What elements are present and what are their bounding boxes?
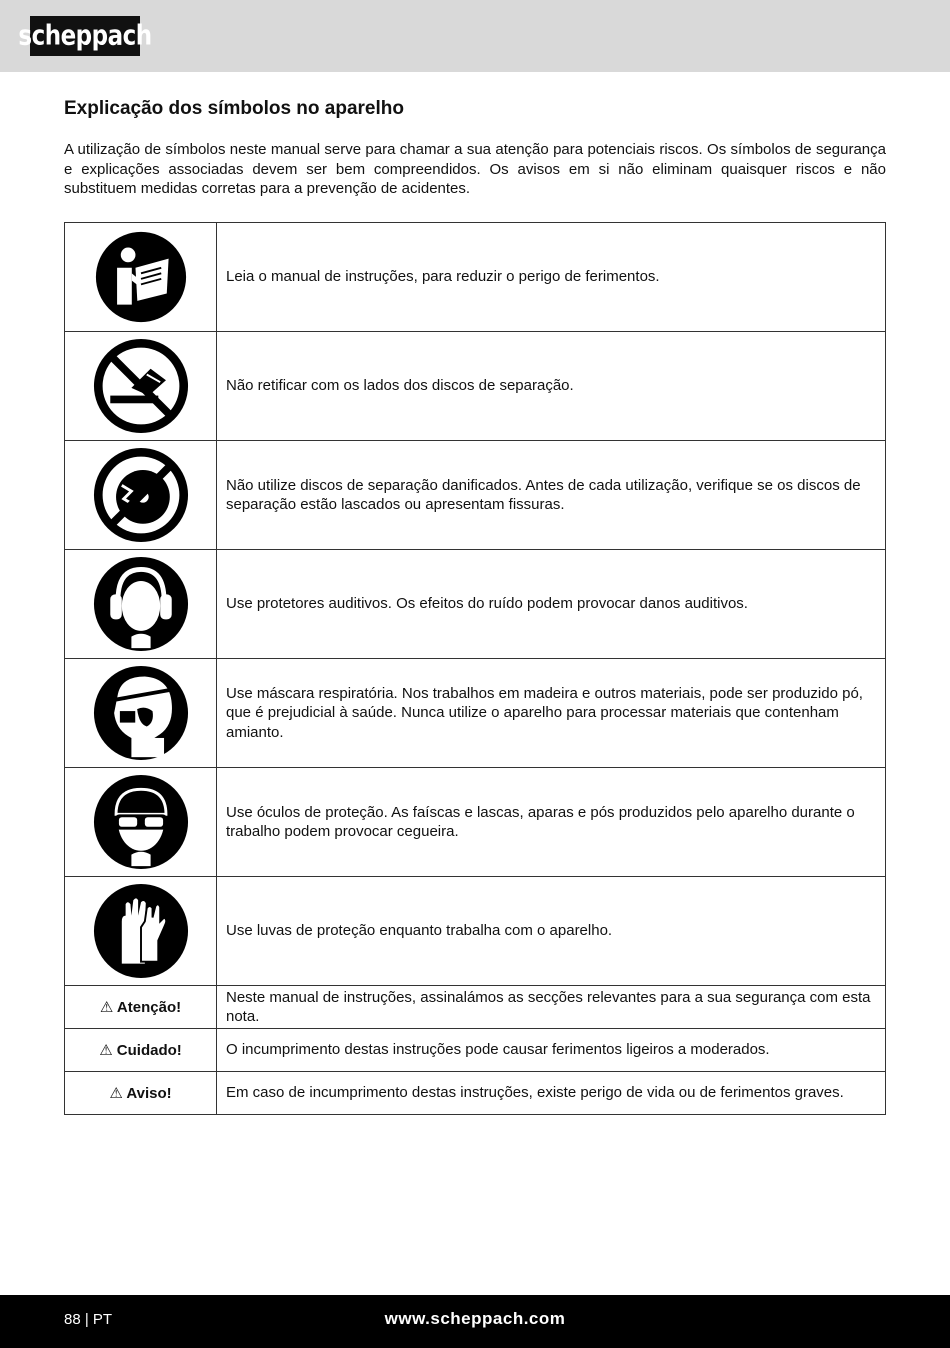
website-link[interactable]: www.scheppach.com: [384, 1309, 566, 1328]
table-row: [65, 1029, 886, 1072]
note-description: O incumprimento destas instruções pode causar ferimentos ligeiros a moderados.: [217, 1029, 886, 1072]
ear-protection-icon: [93, 556, 189, 652]
protective-gloves-icon: [93, 883, 189, 979]
icon-cell: [65, 550, 217, 659]
read-manual-icon: [95, 231, 187, 323]
icon-cell: [65, 877, 217, 986]
note-description: Neste manual de instruções, assinalámos as secções relevantes para a sua segurança com esta nota.: [217, 986, 886, 1029]
no-damaged-disc-icon: [93, 447, 189, 543]
table-row: [65, 986, 886, 1029]
table-row: [65, 332, 886, 441]
header-bar: [0, 0, 950, 72]
no-side-grinding-icon: [93, 338, 189, 434]
icon-cell: [65, 768, 217, 877]
footer-bar: [0, 1295, 950, 1348]
icon-cell: [65, 659, 217, 768]
table-row: [65, 550, 886, 659]
warning-label: ⚠ Aviso!: [65, 1072, 217, 1115]
page-number: 88 | PT: [64, 1311, 113, 1328]
intro-paragraph: A utilização de símbolos neste manual serve para chamar a sua atenção para potenciais riscos. Os símbolos de segurança e explicações associadas devem ser bem compreendidos. Os avisos em si não eliminam quaisquer riscos e não substituem medidas corretas para a prevenção de acidentes.: [64, 141, 886, 197]
icon-cell: [65, 441, 217, 550]
symbol-description: Use protetores auditivos. Os efeitos do ruído podem provocar danos auditivos.: [217, 550, 886, 659]
table-row: [65, 877, 886, 986]
table-row: [65, 223, 886, 332]
symbol-description: Não utilize discos de separação danificados. Antes de cada utilização, verifique se os discos de separação estão lascados ou apresentam fissuras.: [217, 441, 886, 550]
symbol-description: Leia o manual de instruções, para reduzir o perigo de ferimentos.: [217, 223, 886, 332]
page-title: Explicação dos símbolos no aparelho: [64, 98, 404, 119]
symbol-description: Use óculos de proteção. As faíscas e lascas, aparas e pós produzidos pelo aparelho durante o trabalho podem provocar cegueira.: [217, 768, 886, 877]
icon-cell: [65, 332, 217, 441]
safety-goggles-icon: [93, 774, 189, 870]
symbol-description: Use luvas de proteção enquanto trabalha com o aparelho.: [217, 877, 886, 986]
caution-label: ⚠ Cuidado!: [65, 1029, 217, 1072]
table-row: [65, 659, 886, 768]
brand-logo: scheppach: [30, 16, 140, 56]
table-row: [65, 1072, 886, 1115]
symbols-table: [64, 222, 886, 1115]
symbol-description: Não retificar com os lados dos discos de separação.: [217, 332, 886, 441]
note-description: Em caso de incumprimento destas instruções, existe perigo de vida ou de ferimentos graves.: [217, 1072, 886, 1115]
symbol-description: Use máscara respiratória. Nos trabalhos em madeira e outros materiais, pode ser produzido pó, que é prejudicial à saúde. Nunca utilize o aparelho para processar materiais que contenham amianto.: [217, 659, 886, 768]
respirator-mask-icon: [93, 665, 189, 761]
attention-label: ⚠ Atenção!: [65, 986, 217, 1029]
table-row: [65, 768, 886, 877]
table-row: [65, 441, 886, 550]
icon-cell: [65, 223, 217, 332]
